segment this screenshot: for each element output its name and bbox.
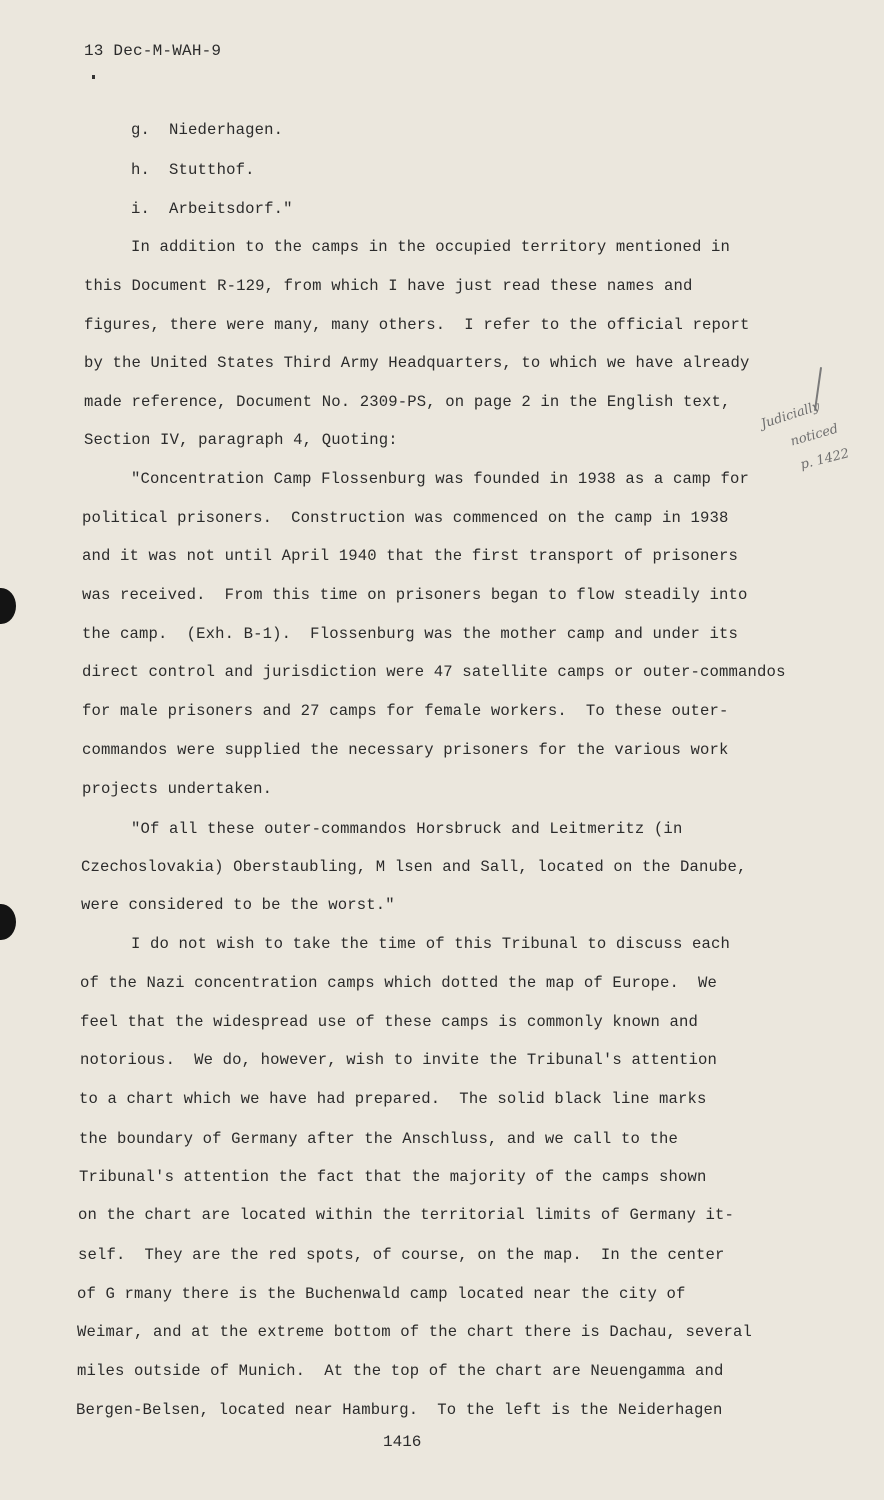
paragraph-line: Weimar, and at the extreme bottom of the chart there is Dachau, several — [77, 1323, 753, 1341]
paragraph-line: figures, there were many, many others. I refer to the official report — [84, 316, 750, 334]
paragraph-line: feel that the widespread use of these camps is commonly known and — [80, 1013, 699, 1031]
paragraph-line: by the United States Third Army Headquarters, to which we have already — [84, 354, 750, 372]
page-number: 1416 — [383, 1433, 422, 1451]
paragraph-line: on the chart are located within the territorial limits of Germany it- — [78, 1206, 735, 1224]
paragraph-line: Tribunal's attention the fact that the majority of the camps shown — [79, 1168, 707, 1186]
quote-line: for male prisoners and 27 camps for female workers. To these outer- — [82, 702, 729, 720]
quote-line: the camp. (Exh. B-1). Flossenburg was the mother camp and under its — [82, 625, 739, 643]
stray-mark — [92, 75, 95, 79]
quote-line: Czechoslovakia) Oberstaubling, M lsen and Sall, located on the Danube, — [81, 858, 747, 876]
quote-line: "Of all these outer-commandos Horsbruck and Leitmeritz (in — [131, 820, 683, 838]
list-item: h. Stutthof. — [131, 161, 255, 179]
paragraph-line: miles outside of Munich. At the top of the chart are Neuengamma and — [77, 1362, 724, 1380]
paragraph-line: I do not wish to take the time of this Tribunal to discuss each — [131, 935, 730, 953]
paragraph-line: of the Nazi concentration camps which dotted the map of Europe. We — [80, 974, 718, 992]
paragraph-line: self. They are the red spots, of course, on the map. In the center — [78, 1246, 725, 1264]
punch-hole — [0, 588, 16, 624]
paragraph-line: this Document R-129, from which I have just read these names and — [84, 277, 693, 295]
paragraph-line: the boundary of Germany after the Anschluss, and we call to the — [79, 1130, 678, 1148]
quote-line: "Concentration Camp Flossenburg was founded in 1938 as a camp for — [131, 470, 750, 488]
quote-line: direct control and jurisdiction were 47 satellite camps or outer-commandos — [82, 663, 786, 681]
list-item: i. Arbeitsdorf." — [131, 200, 293, 218]
punch-hole — [0, 904, 16, 940]
quote-line: commandos were supplied the necessary prisoners for the various work — [82, 741, 729, 759]
document-header: 13 Dec-M-WAH-9 — [84, 42, 222, 60]
paragraph-line: In addition to the camps in the occupied territory mentioned in — [131, 238, 730, 256]
paragraph-line: notorious. We do, however, wish to invite the Tribunal's attention — [80, 1051, 718, 1069]
margin-note-line: Judicially — [759, 398, 822, 433]
paragraph-line: made reference, Document No. 2309-PS, on page 2 in the English text, — [84, 393, 731, 411]
margin-note-line: noticed — [788, 421, 841, 450]
paragraph-line: of G rmany there is the Buchenwald camp located near the city of — [77, 1285, 686, 1303]
quote-line: political prisoners. Construction was commenced on the camp in 1938 — [82, 509, 729, 527]
quote-line: was received. From this time on prisoners began to flow steadily into — [82, 586, 748, 604]
paragraph-line: to a chart which we have had prepared. The solid black line marks — [79, 1090, 707, 1108]
quote-line: projects undertaken. — [82, 780, 273, 798]
quote-line: were considered to be the worst." — [81, 896, 395, 914]
paragraph-line: Section IV, paragraph 4, Quoting: — [84, 431, 398, 449]
paragraph-line: Bergen-Belsen, located near Hamburg. To the left is the Neiderhagen — [76, 1401, 723, 1419]
margin-note-line: p. 1422 — [798, 446, 851, 473]
list-item: g. Niederhagen. — [131, 121, 284, 139]
quote-line: and it was not until April 1940 that the first transport of prisoners — [82, 547, 739, 565]
